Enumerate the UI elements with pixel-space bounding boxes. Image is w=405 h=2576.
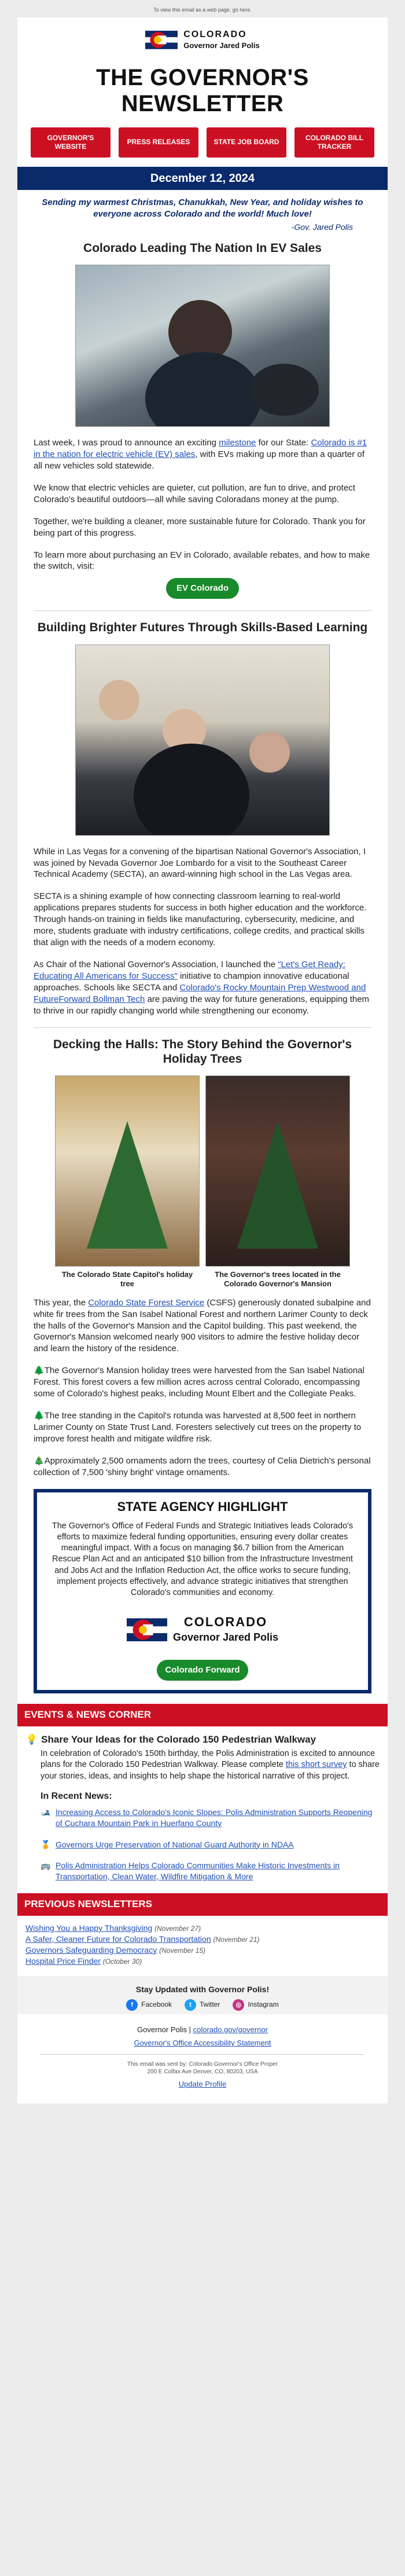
medal-icon: 🏅 — [41, 1839, 51, 1849]
facebook-link[interactable]: f Facebook — [126, 1999, 172, 2011]
ev-section-title: Colorado Leading The Nation In EV Sales — [83, 241, 322, 255]
list-item: Hospital Price Finder (October 30) — [25, 1956, 142, 1966]
lets-get-ready-link[interactable]: "Let's Get Ready: Educating All Americans for Success" — [34, 960, 345, 982]
list-item — [41, 1807, 380, 1828]
skills-paragraph-1: While in Las Vegas for a convening of the bipartisan National Governor's Association, I was joined by Nevada Governor Joe Lombardo for a visit to the Southeast Career Technical Academy (SECTA), an award-winning high school in the Las Vegas area. — [34, 846, 366, 880]
logo-text — [173, 1613, 278, 1644]
ev-sales-link[interactable]: Colorado is #1 in the nation for electric vehicle (EV) sales — [34, 437, 367, 459]
prev-link-democracy[interactable]: Governors Safeguarding Democracy — [25, 1945, 157, 1955]
date-band: December 12, 2024 — [17, 167, 388, 191]
logo-state: COLORADO — [183, 29, 247, 39]
capitol-tree-card — [55, 1075, 200, 1289]
walkway-body: In celebration of Colorado's 150th birthday, the Polis Administration is excited to announce plans for the Colorado 150 Pedestrian Walkway. Please complete this short survey to share your stories, ideas, and insights to help shape the historical narrative of this project. — [41, 1749, 380, 1781]
list-item — [41, 1839, 380, 1850]
ev-colorado-button[interactable]: EV Colorado — [166, 578, 239, 599]
logo-governor: Governor Jared Polis — [172, 1631, 279, 1643]
accessibility-link[interactable]: Governor's Office Accessibility Statement — [134, 2039, 271, 2048]
instagram-icon: ◎ — [233, 1999, 244, 2011]
newsletter — [17, 17, 388, 2103]
governors-website-button[interactable]: GOVERNOR'S WEBSITE — [31, 127, 111, 158]
footer — [17, 2014, 388, 2103]
nav-buttons — [17, 127, 388, 167]
newsletter-title: THE GOVERNOR'S NEWSLETTER — [96, 64, 309, 116]
news-link-ndaa[interactable]: Governors Urge Preservation of National Guard Authority in NDAA — [56, 1839, 294, 1849]
trees-paragraph-2: 🌲The Governor's Mansion holiday trees were harvested from the San Isabel National Forest. This forest covers a few million acres across central Colorado, encompassing some of Colorado's highest peaks, including Mount Elbert and the Collegiate Peaks. — [34, 1366, 365, 1399]
list-item — [41, 1860, 380, 1882]
social-title: Stay Updated with Governor Polis! — [135, 1984, 270, 1994]
agency-highlight — [34, 1489, 371, 1693]
governor-site-link[interactable]: colorado.gov/governor — [193, 2025, 268, 2035]
trees-paragraph-3: 🌲The tree standing in the Capitol's rotunda was harvested at 8,500 feet in northern Larimer County on State Trust Land. Foresters selectively cut trees on the property to improve forest health and mitigate wildfire risk. — [34, 1411, 362, 1444]
tree-icon: 🌲 — [34, 1411, 45, 1421]
bus-icon: 🚌 — [41, 1861, 51, 1871]
ski-icon: 🎿 — [41, 1807, 51, 1817]
tree-photos — [17, 1072, 388, 1297]
divider — [34, 1027, 371, 1028]
holiday-quote: Sending my warmest Christmas, Chanukkah, New Year, and holiday wishes to everyone across Colorado and the world! Much love! — [42, 197, 363, 219]
ev-paragraph-4: To learn more about purchasing an EV in Colorado, available rebates, and how to make the switch, visit: — [34, 550, 370, 572]
view-as-webpage-note[interactable]: To view this email as a web page, go here. — [0, 0, 405, 17]
capitol-tree-caption: The Colorado State Capitol's holiday tree — [61, 1270, 193, 1289]
ev-paragraph-1: Last week, I was proud to announce an exciting milestone for our State: Colorado is #1 in the nation for electric vehicle (EV) sales, with EVs making up more than a quarter of all new vehicles sold statewide. — [34, 437, 367, 471]
logo-governor: Governor Jared Polis — [183, 41, 260, 50]
lightbulb-icon: 💡 — [25, 1733, 38, 1745]
prev-link-price-finder[interactable]: Hospital Price Finder — [25, 1956, 101, 1966]
ev-paragraph-3: Together, we're building a cleaner, more sustainable future for Colorado. Thank you for being part of this progress. — [34, 516, 366, 538]
walkway-heading: 💡 Share Your Ideas for the Colorado 150 Pedestrian Walkway — [25, 1733, 380, 1747]
social-links — [17, 1999, 388, 2011]
skills-section-title: Building Brighter Futures Through Skills-Based Learning — [37, 621, 368, 635]
ev-photo — [75, 265, 330, 427]
colorado-forward-button[interactable]: Colorado Forward — [157, 1660, 248, 1681]
instagram-link[interactable]: ◎ Instagram — [233, 1999, 278, 2011]
trees-section-title: Decking the Halls: The Story Behind the Governor's Holiday Trees — [53, 1037, 352, 1066]
divider — [34, 610, 371, 611]
survey-link[interactable]: this short survey — [285, 1760, 347, 1770]
agency-logo — [50, 1598, 355, 1657]
capitol-tree-photo — [55, 1075, 200, 1267]
list-item: A Safer, Cleaner Future for Colorado Transportation (November 21) — [25, 1934, 260, 1944]
rocky-mountain-prep-link[interactable]: Colorado's Rocky Mountain Prep Westwood and FutureForward Bollman Tech — [34, 982, 366, 1004]
skills-photo — [75, 645, 330, 836]
footer-governor-line: Governor Polis | colorado.gov/governor — [137, 2025, 268, 2035]
agency-title: STATE AGENCY HIGHLIGHT — [117, 1499, 288, 1514]
news-link-transportation[interactable]: Polis Administration Helps Colorado Communities Make Historic Investments in Transportation, Clean Water, Wildfire Mitigation & More — [56, 1861, 340, 1881]
colorado-flag-icon — [127, 1609, 167, 1649]
mansion-tree-card — [205, 1075, 350, 1289]
recent-news-heading: In Recent News: — [41, 1791, 112, 1802]
facebook-icon: f — [126, 1999, 138, 2011]
state-job-board-button[interactable]: STATE JOB BOARD — [207, 127, 286, 158]
milestone-link[interactable]: milestone — [219, 437, 256, 448]
update-profile-link[interactable]: Update Profile — [178, 2080, 227, 2089]
prev-link-transportation[interactable]: A Safer, Cleaner Future for Colorado Transportation — [25, 1934, 211, 1944]
list-item: Governors Safeguarding Democracy (November 15) — [25, 1945, 206, 1955]
events-section — [17, 1726, 388, 1894]
colorado-flag-icon — [145, 23, 178, 56]
divider — [41, 2054, 365, 2055]
sender-line: This email was sent by: Colorado Governor's Office Proper — [127, 2061, 278, 2068]
quote-signature: -Gov. Jared Polis — [291, 222, 353, 232]
skills-paragraph-3: As Chair of the National Governor's Association, I launched the "Let's Get Ready: Educating All Americans for Success" initiative to champion innovative educational approaches. Schools like SECTA and Colorado's Rocky Mountain Prep Westwood and FutureForward Bollman Tech are paving the way for future generations, equipping them to thrive in our rapidly changing world while strengthening our economy. — [34, 960, 370, 1016]
twitter-link[interactable]: t Twitter — [185, 1999, 220, 2011]
header-logo — [17, 17, 388, 60]
ev-section-body — [17, 437, 388, 572]
skills-section-body — [17, 846, 388, 1017]
previous-band: PREVIOUS NEWSLETTERS — [17, 1893, 388, 1916]
mansion-tree-caption: The Governor's trees located in the Colorado Governor's Mansion — [215, 1270, 341, 1289]
news-link-cuchara[interactable]: Increasing Access to Colorado's Iconic Slopes: Polis Administration Supports Reopening of Cuchara Mountain Park in Huerfano County — [56, 1807, 373, 1828]
address-line: 200 E Colfax Ave Denver, CO, 80203, USA — [147, 2068, 258, 2075]
tree-icon: 🌲 — [34, 1366, 45, 1376]
trees-paragraph-4: 🎄Approximately 2,500 ornaments adorn the trees, courtesy of Celia Dietrich's personal collection of 7,500 'shiny bright' vintage ornaments. — [34, 1455, 371, 1477]
trees-section-body — [17, 1297, 388, 1479]
press-releases-button[interactable]: PRESS RELEASES — [119, 127, 198, 158]
ornament-icon: 🎄 — [34, 1455, 45, 1466]
agency-text: The Governor's Office of Federal Funds and Strategic Initiatives leads Colorado's efforts to maximize federal funding opportunities, ensuring every dollar creates meaningful impact. With a focus on managing $6.7 billion from the American Rescue Plan Act and an anticipated $10 billion from the Infrastructure Investment and Jobs Act and the Inflation Reduction Act, the office works to secure funding, implement projects effectively, and advance strategic initiatives that strengthen Colorado's communities and economy. — [51, 1521, 354, 1597]
csfs-link[interactable]: Colorado State Forest Service — [88, 1297, 205, 1308]
ev-paragraph-2: We know that electric vehicles are quieter, cut pollution, are fun to drive, and protect Colorado's beautiful outdoors—all while saving Coloradans money at the pump. — [34, 482, 355, 504]
logo-text — [183, 28, 260, 51]
mansion-tree-photo — [205, 1075, 350, 1267]
previous-newsletters — [17, 1916, 388, 1976]
skills-paragraph-2: SECTA is a shining example of how connecting classroom learning to real-world applications prepares students for success in both higher education and the workforce. Through hands-on training in fields like manufacturing, cybersecurity, medicine, and more, students graduate with industry certifications, college credits, and practical skills that align with the needs of a modern economy. — [34, 891, 367, 948]
logo-state: COLORADO — [183, 1615, 268, 1630]
prev-link-thanksgiving[interactable]: Wishing You a Happy Thanksgiving — [25, 1923, 153, 1933]
bill-tracker-button[interactable]: COLORADO BILL TRACKER — [294, 127, 374, 158]
twitter-icon: t — [185, 1999, 196, 2011]
trees-paragraph-1: This year, the Colorado State Forest Service (CSFS) generously donated subalpine and white fir trees from the San Isabel National Forest and northern Larimer County to deck the halls of the Governor's Mansion and the Capitol building. This past weekend, the Governor's Mansion welcomed nearly 900 visitors to admire the festive holiday decor and learn the history of the residence. — [34, 1297, 371, 1354]
list-item: Wishing You a Happy Thanksgiving (November 27) — [25, 1923, 201, 1933]
events-band: EVENTS & NEWS CORNER — [17, 1704, 388, 1726]
social-section — [17, 1976, 388, 2015]
